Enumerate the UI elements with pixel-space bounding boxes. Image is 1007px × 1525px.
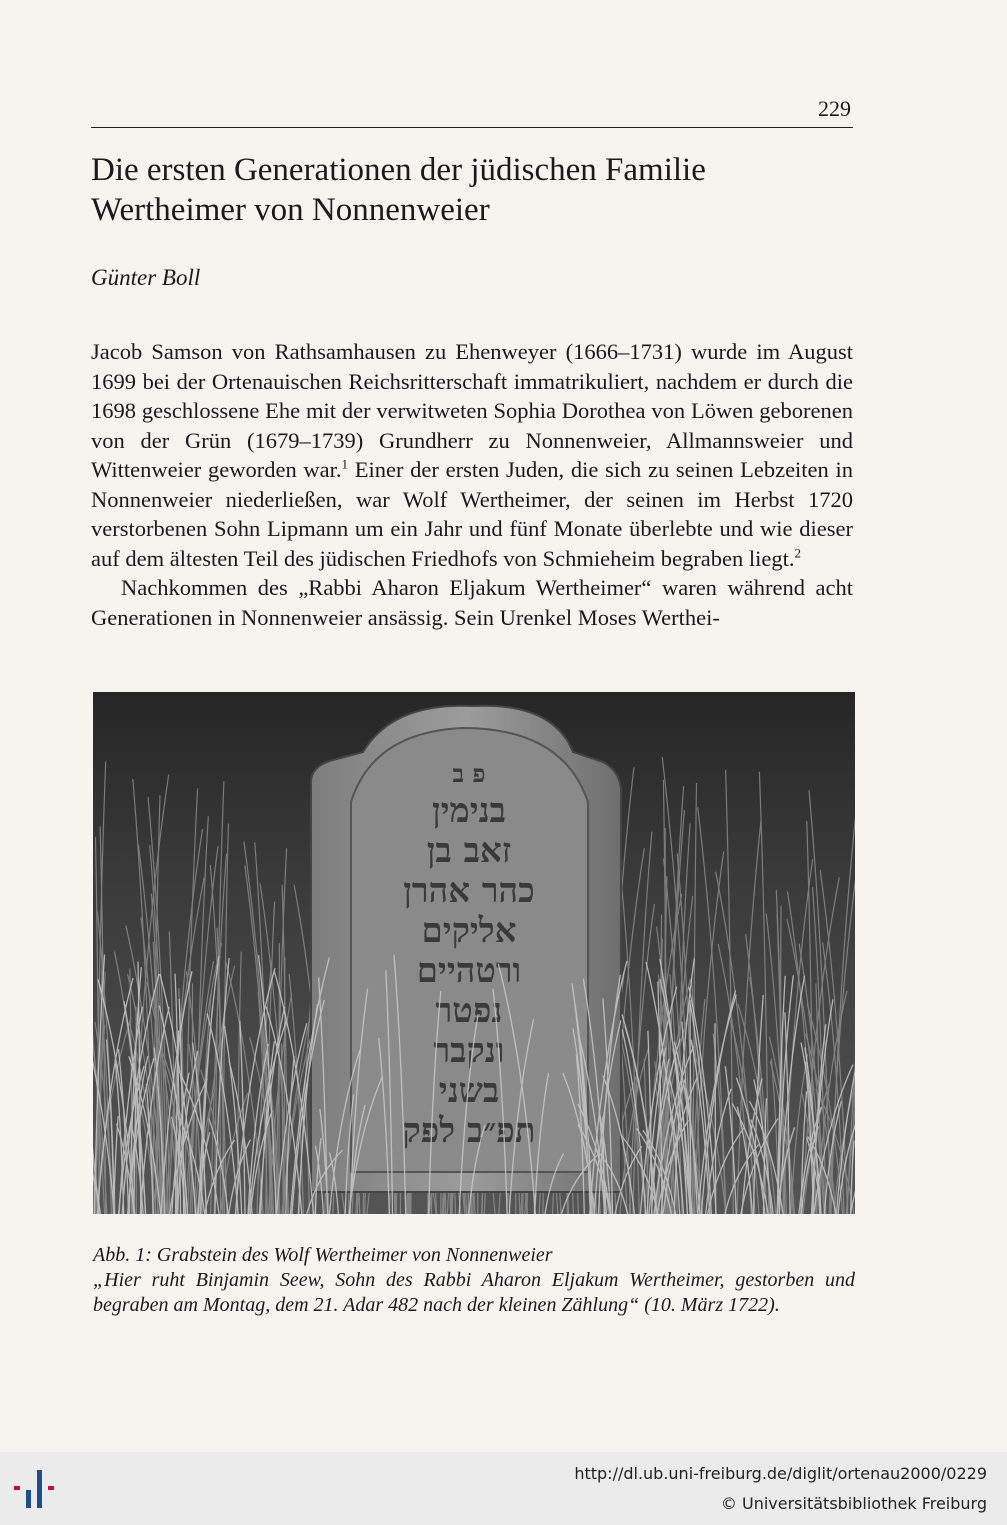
paragraph-1 [91,337,853,573]
gravestone-photo [93,692,855,1214]
inscription-line: ונקבר [433,1031,505,1071]
footnote-ref-2[interactable]: 2 [794,545,801,560]
inscription-line: זאב בן [426,831,512,871]
copyright-notice: © Universitätsbibliothek Freiburg [720,1494,987,1513]
inscription-line: בשני [438,1071,500,1111]
inscription-line: כהר אהרן [403,871,535,911]
header-rule [91,127,853,128]
source-url-link[interactable]: http://dl.ub.uni-freiburg.de/diglit/ortenau2000/0229 [574,1464,987,1483]
inscription-line: ורטהיים [416,951,522,991]
title-line-1: Die ersten Generationen der jüdischen Familie [91,152,706,188]
caption-text: „Hier ruht Binjamin Seew, Sohn des Rabbi Aharon Eljakum Wertheimer, gestorben und begraben am Montag, dem 21. Adar 482 nach der kleinen Zählung“ (10. März 1722). [93,1269,855,1316]
title-line-2: Wertheimer von Nonnenweier [91,192,490,228]
gravestone-illustration [93,692,855,1214]
footer-bar [0,1452,1007,1525]
inscription-line: בנימין [431,791,507,831]
inscription-line: אליקים [421,911,517,951]
paragraph-1-text-b: Einer der ersten Juden, die sich zu seinen Lebzeiten in Nonnenweier niederließen, war Wolf Wertheimer, der seinen im Herbst 1720 verstorbenen Sohn Lipmann um ein Jahr und fünf Monate überlebte und wie dieser auf dem ältesten Teil des jüdischen Friedhofs von Schmieheim begraben liegt. [91,457,853,571]
figure-caption [93,1243,855,1318]
paragraph-1-text-a: Jacob Samson von Rathsamhausen zu Ehenweyer (1666–1731) wurde im August 1699 bei der Ortenauischen Reichsritterschaft immatrikuliert, nachdem er durch die 1698 geschlossene Ehe mit der verwitweten Sophia Dorothea von Löwen geborenen von der Grün (1679–1739) Grundherr zu Nonnenweier, Allmannsweier und Wittenweier geworden war. [91,339,853,482]
inscription-line: נפטר [435,991,503,1031]
page-number: 229 [818,96,851,121]
footnote-ref-1[interactable]: 1 [341,456,349,472]
inscription-line: תפ״ב לפק [402,1111,536,1151]
inscription-line: פ ב [452,759,486,788]
article-title [91,150,851,230]
caption-title: Abb. 1: Grabstein des Wolf Wertheimer von Nonnenweier [93,1244,553,1266]
article-body [91,337,853,632]
author: Günter Boll [91,265,201,290]
library-logo-icon[interactable] [12,1466,64,1512]
paragraph-2: Nachkommen des „Rabbi Aharon Eljakum Wertheimer“ waren während acht Generationen in Nonnenweier ansässig. Sein Urenkel Moses Werthei- [91,575,853,630]
